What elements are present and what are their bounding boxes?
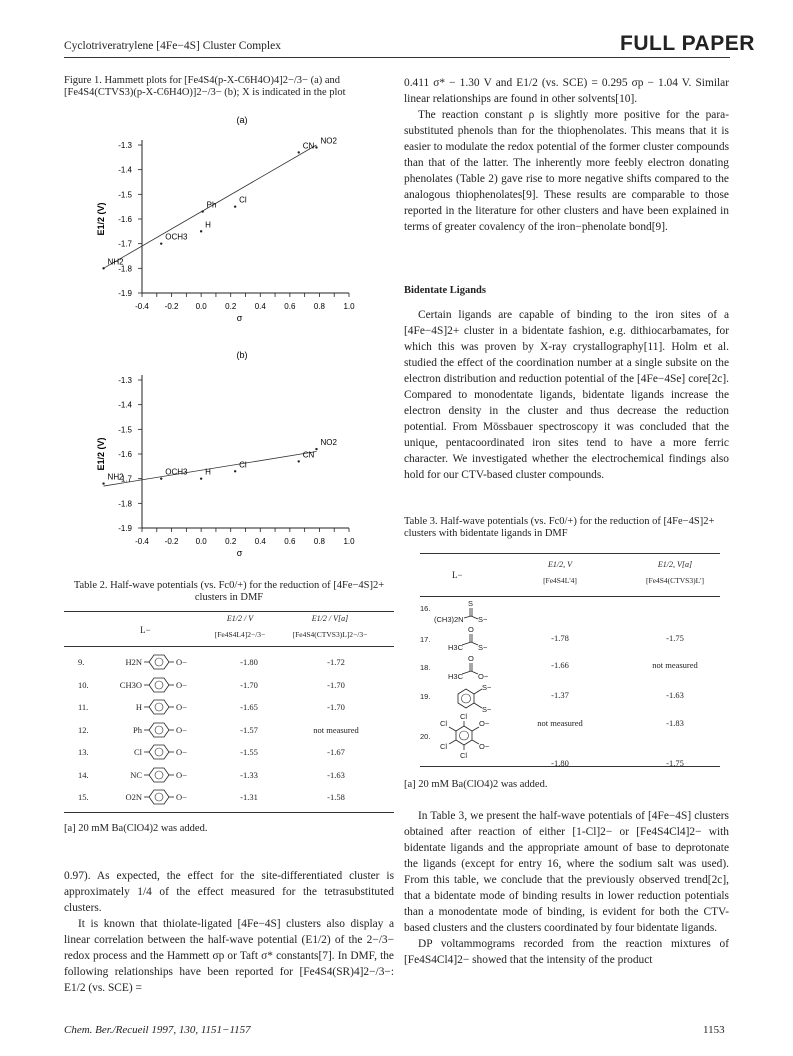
y-tick-label: -1.3 [118, 141, 132, 150]
substituent: O2N [125, 792, 142, 802]
l20-o1: O− [479, 719, 490, 728]
panel-b [96, 350, 355, 558]
phenyl-ring [144, 720, 180, 740]
table3-value-ctv: -1.63 [666, 690, 684, 700]
x-tick-label: -0.4 [135, 537, 149, 546]
y-axis-label-b: E1/2 (V) [96, 437, 106, 471]
x-tick-label: -0.2 [164, 537, 179, 546]
data-point [315, 448, 317, 450]
point-label: CN [302, 450, 315, 460]
point-label: NH2 [107, 472, 124, 482]
data-point [160, 477, 162, 479]
left-column-text [64, 868, 394, 996]
table3-col1-head: E1/2, V [548, 560, 572, 569]
oxide-group: O− [176, 792, 187, 802]
table2-footnote: [a] 20 mM Ba(ClO4)2 was added. [64, 823, 208, 834]
value-ctv: -1.67 [327, 747, 345, 757]
data-point [298, 151, 300, 153]
l20-cl-left: Cl [440, 719, 448, 728]
value-ctv: -1.58 [327, 792, 345, 802]
value-monodentate: -1.80 [240, 657, 258, 667]
figure-caption: Figure 1. Hammett plots for [Fe4S4(p-X-C6H4O)4]2−/3− (a) and [Fe4S4(CTVS3)(p-X-C6H4O)]2−/3− (b); X is indicated in the plot [64, 75, 346, 98]
point-label: Ph [206, 200, 217, 210]
table3-value-monodentate: -1.66 [551, 660, 569, 670]
point-label: CN [302, 141, 315, 151]
section-heading: Bidentate Ligands [404, 285, 486, 296]
right-paragraph-3: Certain ligands are capable of binding to the iron sites of a [4Fe−4S]2+ cluster in a bidentate fashion, e.g. dithiocarbamates, for which this was proven by X-ray crystallography[11]. Holm et al. studied the effect of the coordination number at a single subsite on the electron distribution and reduction potential of the [4Fe−4Se] core[2c]. Compared to monodentate ligands, bidentate ligands increase the electron density in the cluster and thus decrease the reduction potential. From Mössbauer spectroscopy it was concluded that the unique, pentacoordinated iron sites tend to have a more ferric character. We investigated whether the electrochemical findings also hold for our CTV-based cluster compounds. [404, 309, 729, 481]
right-column-bottom [404, 808, 729, 968]
x-tick-label: 0.8 [313, 537, 325, 546]
y-tick-label: -1.5 [118, 190, 132, 200]
phenyl-ring [144, 787, 180, 807]
x-tick-label: 0.2 [225, 302, 237, 311]
table3-head-rule [420, 596, 720, 597]
x-axis-label-b: σ [236, 548, 243, 558]
table3-value-ctv: -1.75 [666, 758, 684, 768]
l17-left: H3C [448, 643, 464, 652]
point-label: NO2 [320, 438, 337, 448]
y-tick-label: -1.9 [118, 524, 132, 533]
l19-s2: S− [482, 705, 492, 714]
section-label: FULL PAPER [620, 32, 755, 55]
l17-right: S− [478, 643, 488, 652]
x-tick-label: -0.2 [164, 302, 179, 311]
substituent: Cl [133, 747, 142, 757]
table3-ligand-structures [420, 598, 530, 766]
phenyl-ring [144, 742, 180, 762]
table2-col2-head: E1/2 / V[a] [311, 614, 349, 623]
y-tick-label: -1.7 [118, 239, 132, 249]
table3-col2-head: E1/2, V[a] [657, 560, 693, 569]
figure-1 [64, 105, 394, 575]
panel-a [96, 115, 355, 323]
point-label: NH2 [107, 257, 124, 267]
panel-label-a: (a) [236, 115, 248, 125]
value-monodentate: -1.33 [240, 769, 258, 780]
x-tick-label: 0.0 [195, 537, 207, 546]
x-tick-label: 0.8 [313, 302, 325, 311]
value-monodentate: -1.31 [240, 792, 258, 802]
data-point [234, 205, 236, 207]
table2-row [64, 655, 394, 673]
table2-bottom-rule [64, 812, 394, 813]
value-ctv: -1.63 [327, 769, 345, 780]
right-paragraph-4: In Table 3, we present the half-wave potentials of [4Fe−4S] clusters obtained after reaction of either [1-Cl]2− or [Fe4S4Cl4]2− with bidentate ligands and the appropriate amount of base to deprotonate the ligands (except for entry 16, where the sodium salt was used). From this table, we conclude that the previously observed trend[2c], that a bidentate mode of binding results in lower reduction potentials than a monodentate mode of binding, is evident for both the CTV-based clusters and the clusters coordinated by four bidentate ligands. [404, 810, 729, 934]
data-point [200, 230, 202, 232]
row-number: 13. [78, 747, 89, 757]
value-ctv: -1.72 [327, 657, 345, 667]
l16-left: (CH3)2N [434, 615, 464, 624]
l20-benzene-ring [456, 726, 472, 745]
x-tick-label: 1.0 [343, 537, 355, 546]
data-point [200, 477, 202, 479]
oxide-group: O− [176, 657, 187, 667]
table2-col2-sub: [Fe4S4(CTVS3)L]2−/3− [292, 630, 368, 639]
table2-caption: Table 2. Half-wave potentials (vs. Fc0/+) for the reduction of [4Fe−4S]2+ clusters in DMF [73, 580, 385, 603]
l19-benzene-ring [458, 689, 474, 708]
value-monodentate: -1.57 [240, 724, 258, 735]
value-ctv: -1.70 [327, 679, 345, 690]
x-tick-label: 0.2 [225, 537, 237, 546]
right-column-top [404, 75, 729, 235]
row20-number: 20. [420, 732, 431, 741]
page-number: 1153 [703, 1024, 725, 1036]
data-point [315, 146, 317, 148]
y-tick-label: -1.8 [118, 264, 132, 274]
x-tick-label: -0.4 [135, 302, 149, 311]
value-monodentate: -1.70 [240, 679, 258, 690]
l17-top: O [468, 625, 474, 634]
y-tick-label: -1.4 [118, 165, 132, 175]
value-ctv: not measured [313, 724, 359, 735]
running-title: Cyclotriveratrylene [4Fe−4S] Cluster Complex [64, 40, 281, 52]
l20-cl-left2: Cl [440, 742, 448, 751]
table3-col1-sub: [Fe4S4L'4] [543, 576, 577, 585]
x-tick-label: 0.4 [254, 537, 266, 546]
row-number: 14. [78, 769, 89, 780]
right-paragraph-5: DP voltammograms recorded from the reaction mixtures of [Fe4S4Cl4]2− showed that the intensity of the product [404, 938, 729, 966]
table3-footnote: [a] 20 mM Ba(ClO4)2 was added. [404, 779, 548, 790]
y-tick-label: -1.3 [118, 376, 132, 385]
point-label: H [205, 220, 211, 230]
y-tick-label: -1.7 [118, 474, 132, 484]
data-point [102, 482, 104, 484]
y-tick-label: -1.6 [118, 215, 132, 224]
table3-col2-sub: [Fe4S4(CTVS3)L'] [645, 576, 704, 585]
l20-cl-bottom: Cl [460, 751, 468, 760]
x-tick-label: 0.6 [284, 537, 296, 546]
point-label: OCH3 [165, 232, 188, 242]
header-rule [64, 57, 730, 58]
row-number: 15. [78, 792, 89, 802]
data-point [298, 460, 300, 462]
value-ctv: -1.70 [327, 702, 345, 712]
l20-cl-top: Cl [460, 712, 468, 721]
l18-top: O [468, 654, 474, 663]
substituent: NC [130, 769, 142, 780]
phenyl-ring [144, 675, 180, 695]
x-tick-label: 1.0 [343, 302, 355, 311]
data-point [160, 242, 162, 244]
phenyl-ring [144, 697, 180, 717]
table2-row [64, 723, 394, 741]
row-number: 12. [78, 724, 89, 735]
point-label: OCH3 [165, 467, 188, 477]
oxide-group: O− [176, 747, 187, 757]
phenyl-ring [144, 765, 180, 785]
data-point [102, 267, 104, 269]
point-label: NO2 [320, 136, 337, 146]
value-monodentate: -1.55 [240, 747, 258, 757]
point-label: H [205, 467, 211, 477]
y-tick-label: -1.9 [118, 289, 132, 298]
oxide-group: O− [176, 702, 187, 712]
substituent: H [135, 702, 142, 712]
l19-s1: S− [482, 683, 492, 692]
oxide-group: O− [176, 724, 187, 735]
table3-value-ctv: -1.75 [666, 633, 684, 643]
oxide-group: O− [176, 769, 187, 780]
l16-right: S− [478, 615, 488, 624]
y-axis-label-a: E1/2 (V) [96, 202, 106, 236]
table2-row [64, 790, 394, 808]
table2-row [64, 700, 394, 718]
row17-number: 17. [420, 635, 431, 644]
value-monodentate: -1.65 [240, 702, 258, 712]
right-paragraph-1: 0.411 σ* − 1.30 V and E1/2 (vs. SCE) = 0.295 σp − 1.04 V. Similar linear relationships are found in other solvents[10]. [404, 77, 729, 105]
right-paragraph-2: The reaction constant ρ is slightly more positive for the para-substituted phenols than for the thiophenolates. This means that it is easier to modulate the redox potential of the former cluster compounds than that of the latter. The inherently more feebly electron donating phenolates (Table 2) gave rise to more negative shifts compared to the analogous thiophenolates[9]. These results are comparable to those reported in the literature for other clusters and have been explained in terms of greater covalency of the iron−phenolate bond[9]. [404, 109, 729, 233]
point-label: Cl [239, 460, 247, 470]
table3-value-monodentate: not measured [537, 718, 583, 728]
table2-head-rule [64, 646, 394, 647]
l20-o2: O− [479, 742, 490, 751]
table2-top-rule [64, 611, 394, 612]
oxide-group: O− [176, 679, 187, 690]
table3-value-ctv: not measured [652, 660, 698, 670]
table3-value-monodentate: -1.80 [551, 758, 569, 768]
data-point [234, 470, 236, 472]
table2-col1-head: E1/2 / V [226, 614, 254, 623]
table3-value-ctv: -1.83 [666, 718, 684, 728]
row18-number: 18. [420, 663, 431, 672]
table3-top-rule [420, 553, 720, 554]
panel-label-b: (b) [236, 350, 248, 360]
point-label: Cl [239, 195, 247, 205]
l18-right: O− [478, 672, 489, 681]
substituent: CH3O [119, 679, 142, 690]
phenyl-ring [144, 652, 180, 672]
table2-col1-sub: [Fe4S4L4]2−/3− [214, 630, 266, 639]
x-tick-label: 0.6 [284, 302, 296, 311]
y-tick-label: -1.5 [118, 425, 132, 435]
left-paragraph-1: 0.97). As expected, the effect for the site-differentiated cluster is approximately 1/4 of the effect measured for the tetrasubstituted clusters. [64, 870, 394, 914]
x-axis-label-a: σ [236, 313, 243, 323]
l18-left: H3C [448, 672, 464, 681]
row19-number: 19. [420, 692, 431, 701]
data-point [201, 210, 203, 212]
row-number: 10. [78, 679, 89, 690]
table3-value-monodentate: -1.78 [551, 633, 569, 643]
x-tick-label: 0.0 [195, 302, 207, 311]
row-number: 11. [78, 702, 89, 712]
table2-row [64, 678, 394, 696]
row-number: 9. [78, 657, 85, 667]
table2-row [64, 768, 394, 786]
right-column-mid [404, 307, 729, 483]
table3-col-l: L− [452, 570, 463, 580]
table3-value-monodentate: -1.37 [551, 690, 569, 700]
table3-caption: Table 3. Half-wave potentials (vs. Fc0/+) for the reduction of [4Fe−4S]2+ clusters with bidentate ligands in DMF [404, 516, 715, 539]
row16-number: 16. [420, 604, 431, 613]
y-tick-label: -1.8 [118, 499, 132, 509]
l16-top: S [468, 599, 474, 608]
y-tick-label: -1.4 [118, 400, 132, 410]
table2-row [64, 745, 394, 763]
table2-col-l: L− [140, 625, 151, 635]
substituent: Ph [133, 724, 142, 735]
y-tick-label: -1.6 [118, 450, 132, 459]
substituent: H2N [125, 657, 142, 667]
journal-citation: Chem. Ber./Recueil 1997, 130, 1151−1157 [64, 1024, 251, 1036]
left-paragraph-2: It is known that thiolate-ligated [4Fe−4S] clusters also display a linear correlation between the half-wave potential (E1/2) of the 2−/3− redox process and the Hammett σp or Taft σ* constants[7]. In DMF, the following relationships have been reported for [Fe4S4(SR)4]2−/3−: E1/2 (vs. SCE) = [64, 918, 394, 994]
x-tick-label: 0.4 [254, 302, 266, 311]
